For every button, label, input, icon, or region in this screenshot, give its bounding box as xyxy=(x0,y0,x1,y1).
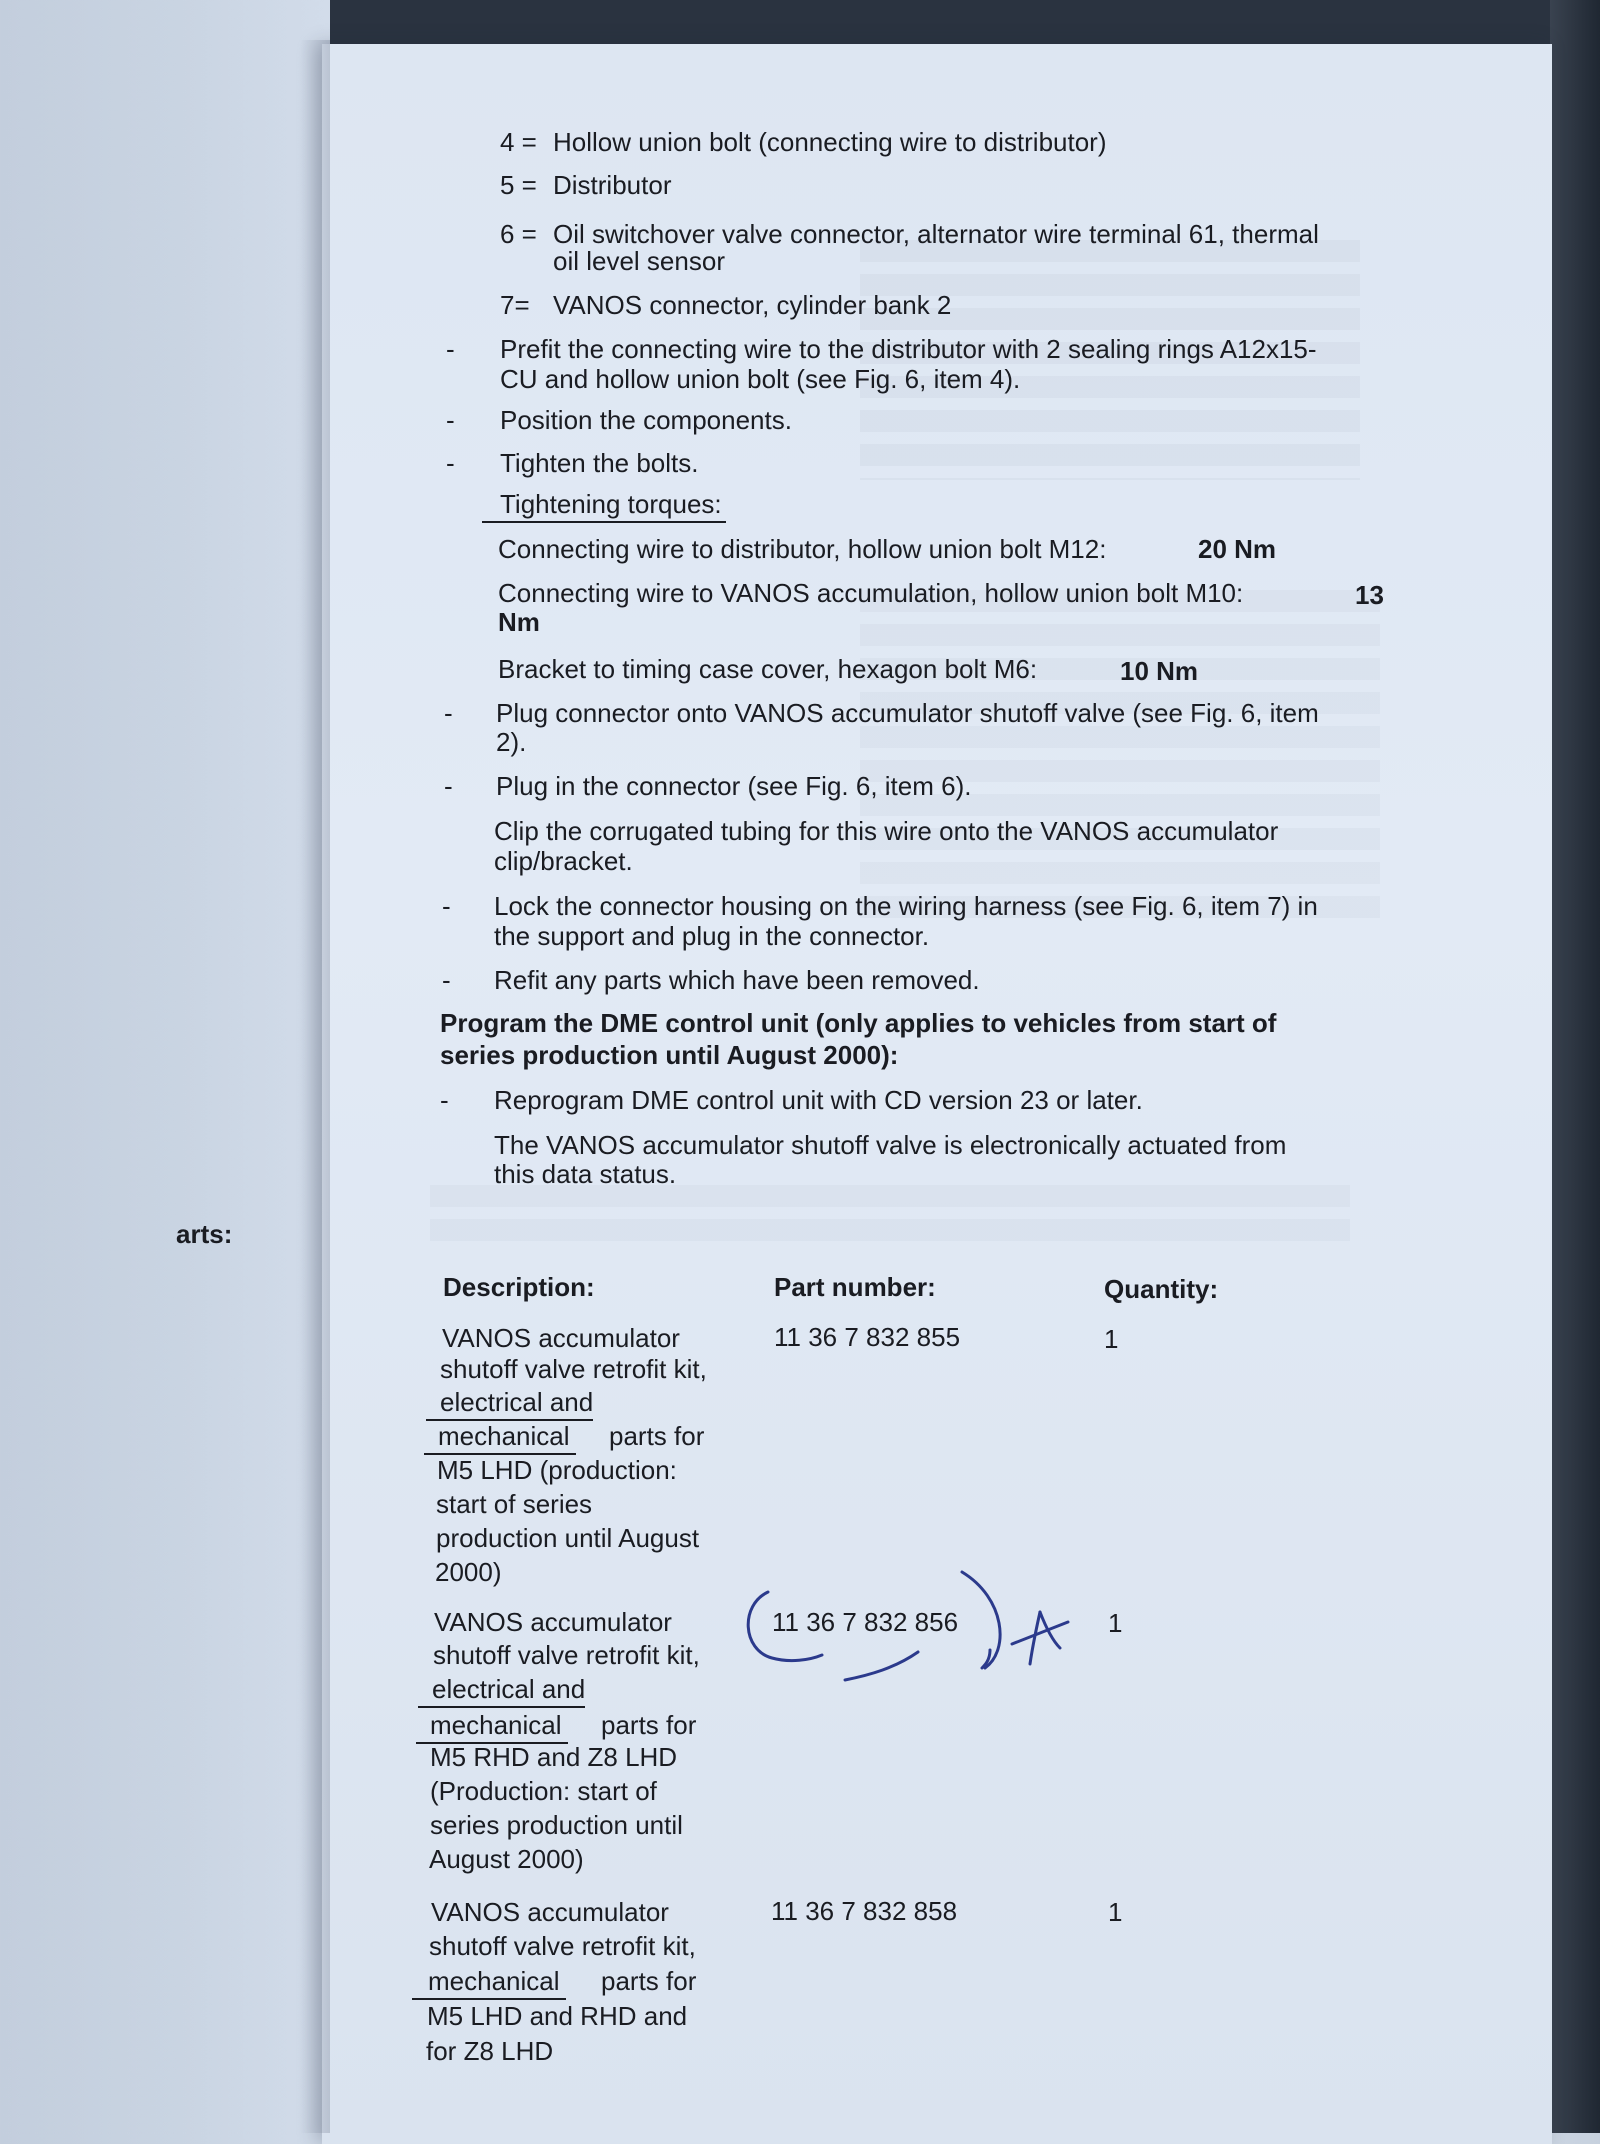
legend-text: oil level sensor xyxy=(553,246,725,276)
part-description: parts for xyxy=(601,1710,697,1740)
step-text: Clip the corrugated tubing for this wire onto the VANOS accumulator xyxy=(494,816,1279,846)
legend-number: 5 = xyxy=(500,170,537,200)
legend-text: Oil switchover valve connector, alternator wire terminal 61, thermal xyxy=(553,219,1319,249)
part-description: shutoff valve retrofit kit, xyxy=(429,1931,696,1961)
torque-value: 20 Nm xyxy=(1198,534,1277,564)
part-quantity: 1 xyxy=(1108,1897,1123,1927)
part-description: for Z8 LHD xyxy=(426,2036,554,2066)
part-quantity: 1 xyxy=(1104,1324,1119,1354)
legend-number: 7= xyxy=(500,290,530,320)
part-description: M5 LHD and RHD and xyxy=(427,2001,688,2031)
part-number: 11 36 7 832 855 xyxy=(774,1322,961,1352)
torque-value: Nm xyxy=(498,607,540,637)
torque-label: Connecting wire to VANOS accumulation, hollow union bolt M10: xyxy=(498,578,1244,608)
program-heading: Program the DME control unit (only applies to vehicles from start of xyxy=(440,1008,1277,1038)
part-description: series production until xyxy=(430,1810,683,1840)
parts-section-label: arts: xyxy=(176,1219,233,1249)
bullet-dash: - xyxy=(440,1085,449,1115)
part-number: 11 36 7 832 856 xyxy=(772,1607,959,1637)
step-text: Plug in the connector (see Fig. 6, item 6). xyxy=(496,771,972,801)
legend-text: VANOS connector, cylinder bank 2 xyxy=(553,290,952,320)
torque-heading: Tightening torques: xyxy=(482,489,726,523)
bullet-dash: - xyxy=(444,698,453,728)
step-text: 2). xyxy=(496,727,527,757)
step-text: clip/bracket. xyxy=(494,846,633,876)
column-header-description: Description: xyxy=(443,1272,595,1302)
torque-label: Bracket to timing case cover, hexagon bolt M6: xyxy=(498,654,1038,684)
legend-number: 6 = xyxy=(500,219,537,249)
part-description: M5 RHD and Z8 LHD xyxy=(430,1742,678,1772)
part-description: shutoff valve retrofit kit, xyxy=(433,1640,700,1670)
step-text: Plug connector onto VANOS accumulator shutoff valve (see Fig. 6, item xyxy=(496,698,1319,728)
step-text: Refit any parts which have been removed. xyxy=(494,965,980,995)
part-description: VANOS accumulator xyxy=(434,1607,672,1637)
part-description: start of series xyxy=(436,1489,593,1519)
part-description: VANOS accumulator xyxy=(431,1897,669,1927)
step-text: this data status. xyxy=(494,1159,677,1189)
bullet-dash: - xyxy=(442,965,451,995)
legend-number: 4 = xyxy=(500,127,537,157)
bullet-dash: - xyxy=(446,448,455,478)
page-fold-shadow xyxy=(300,40,330,2133)
show-through-text xyxy=(430,1185,1350,1245)
part-description: mechanical xyxy=(412,1966,566,2000)
part-description: 2000) xyxy=(435,1557,502,1587)
step-text: the support and plug in the connector. xyxy=(494,921,930,951)
part-description: (Production: start of xyxy=(430,1776,657,1806)
part-description: mechanical xyxy=(416,1710,568,1744)
torque-value: 10 Nm xyxy=(1120,656,1199,686)
part-description: mechanical xyxy=(424,1421,576,1455)
bullet-dash: - xyxy=(444,771,453,801)
part-description: shutoff valve retrofit kit, xyxy=(440,1354,707,1384)
column-header-quantity: Quantity: xyxy=(1104,1274,1219,1304)
bullet-dash: - xyxy=(446,334,455,364)
program-heading: series production until August 2000): xyxy=(440,1040,899,1070)
part-description: August 2000) xyxy=(429,1844,584,1874)
part-description: production until August xyxy=(436,1523,700,1553)
bullet-dash: - xyxy=(442,891,451,921)
step-text: Lock the connector housing on the wiring harness (see Fig. 6, item 7) in xyxy=(494,891,1318,921)
step-text: Position the components. xyxy=(500,405,792,435)
step-text: Prefit the connecting wire to the distributor with 2 sealing rings A12x15- xyxy=(500,334,1317,364)
column-header-part-number: Part number: xyxy=(774,1272,936,1302)
step-text: Reprogram DME control unit with CD version 23 or later. xyxy=(494,1085,1143,1115)
part-description: electrical and xyxy=(426,1387,593,1421)
part-description: M5 LHD (production: xyxy=(437,1455,677,1485)
legend-text: Hollow union bolt (connecting wire to distributor) xyxy=(553,127,1107,157)
part-description: electrical and xyxy=(418,1674,585,1708)
part-description: VANOS accumulator xyxy=(442,1323,680,1353)
dark-background-right xyxy=(1550,0,1600,2133)
torque-label: Connecting wire to distributor, hollow union bolt M12: xyxy=(498,534,1107,564)
show-through-text xyxy=(860,590,1380,920)
step-text: CU and hollow union bolt (see Fig. 6, item 4). xyxy=(500,364,1021,394)
part-quantity: 1 xyxy=(1108,1608,1123,1638)
part-number: 11 36 7 832 858 xyxy=(771,1896,958,1926)
legend-text: Distributor xyxy=(553,170,672,200)
part-description: parts for xyxy=(609,1421,705,1451)
part-description: parts for xyxy=(601,1966,697,1996)
step-text: The VANOS accumulator shutoff valve is electronically actuated from xyxy=(494,1130,1287,1160)
bullet-dash: - xyxy=(446,405,455,435)
step-text: Tighten the bolts. xyxy=(500,448,699,478)
torque-value: 13 xyxy=(1355,580,1384,610)
